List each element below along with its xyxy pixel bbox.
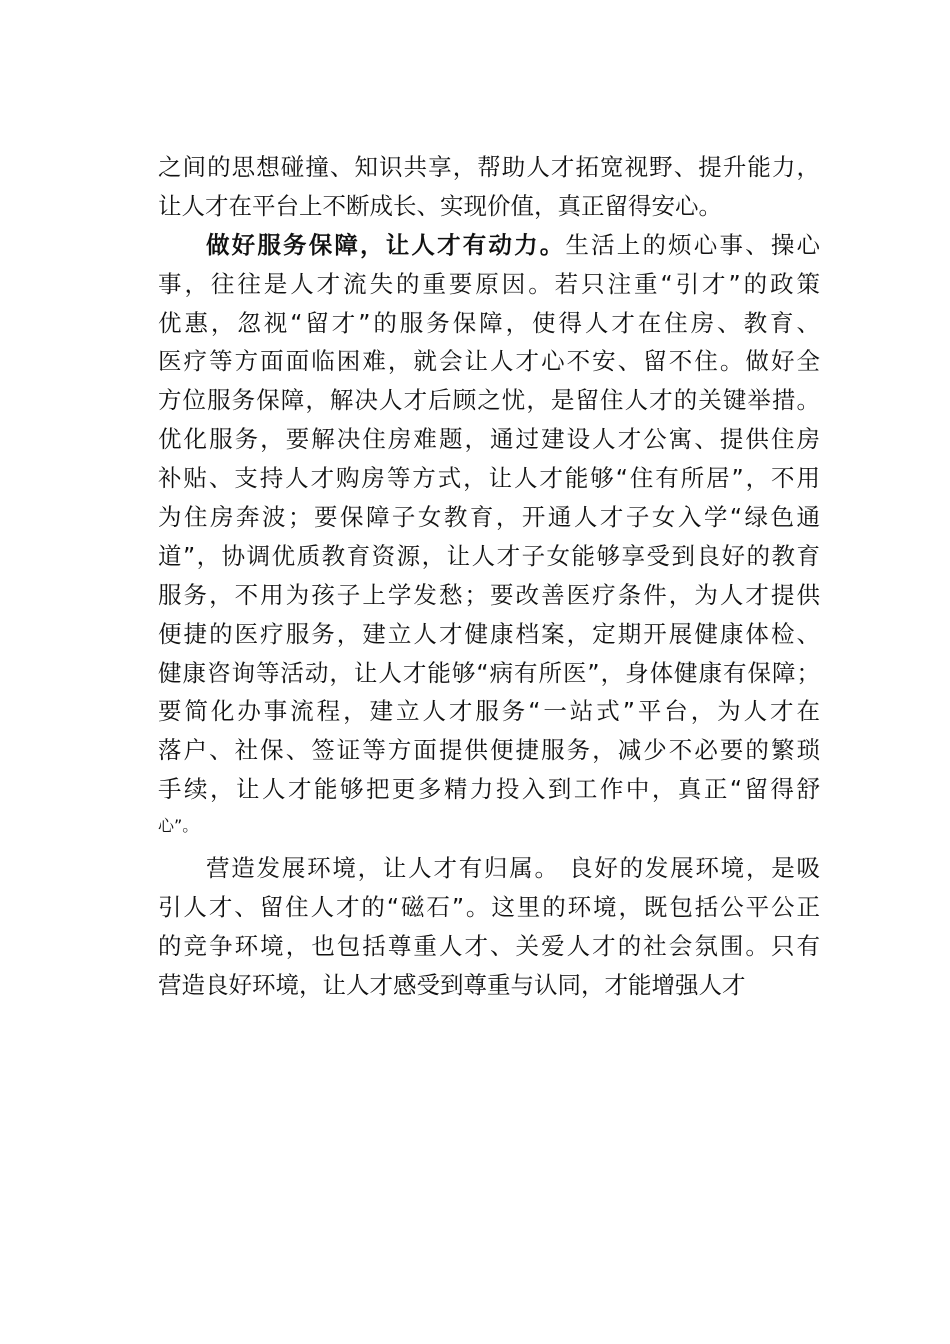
document-page	[158, 148, 820, 1005]
text-line: 优惠，忽视“留才”的服务保障，使得人才在住房、教育、	[158, 308, 820, 337]
text-line: 要简化办事流程，建立人才服务“一站式”平台，为人才在	[158, 697, 820, 726]
text-span: 良好的发展环境，是吸	[559, 854, 820, 883]
text-line: 方位服务保障，解决人才后顾之忧，是留住人才的关键举措。	[158, 386, 820, 415]
text-line: 服务，不用为孩子上学发愁；要改善医疗条件，为人才提供	[158, 580, 820, 609]
text-line: 医疗等方面面临困难，就会让人才心不安、留不住。做好全	[158, 347, 820, 376]
text-line: 优化服务，要解决住房难题，通过建设人才公寓、提供住房	[158, 425, 820, 454]
text-line: 心”。	[158, 816, 199, 836]
text-line: 引人才、留住人才的“磁石”。这里的环境，既包括公平公正	[158, 893, 820, 922]
text-span: 生活上的烦心事、操心	[565, 230, 821, 259]
text-line	[158, 849, 820, 888]
paragraph-3	[158, 849, 820, 1005]
text-line: 事，往往是人才流失的重要原因。若只注重“引才”的政策	[158, 269, 820, 298]
text-line: 落户、社保、签证等方面提供便捷服务，减少不必要的繁琐	[158, 736, 820, 765]
text-line: 健康咨询等活动，让人才能够“病有所医”，身体健康有保障；	[158, 658, 820, 687]
paragraph-2	[158, 226, 820, 849]
text-line: 便捷的医疗服务，建立人才健康档案，定期开展健康体检、	[158, 619, 820, 648]
text-line: 的竞争环境，也包括尊重人才、关爱人才的社会氛围。只有	[158, 931, 820, 960]
text-line: 为住房奔波；要保障子女教育，开通人才子女入学“绿色通	[158, 503, 820, 532]
paragraph-1	[158, 148, 820, 226]
text-line	[158, 226, 820, 265]
paragraph-heading: 做好服务保障，让人才有动力。	[206, 230, 566, 259]
paragraph-heading: 营造发展环境，让人才有归属。	[206, 854, 560, 883]
text-line: 让人才在平台上不断成长、实现价值，真正留得安心。	[158, 191, 722, 220]
text-line: 补贴、支持人才购房等方式，让人才能够“住有所居”，不用	[158, 464, 820, 493]
text-line: 之间的思想碰撞、知识共享，帮助人才拓宽视野、提升能力，	[158, 153, 820, 181]
text-line: 营造良好环境，让人才感受到尊重与认同，才能增强人才	[158, 970, 746, 999]
text-line: 手续，让人才能够把更多精力投入到工作中，真正“留得舒	[158, 775, 820, 804]
text-line: 道”，协调优质教育资源，让人才子女能够享受到良好的教育	[158, 541, 820, 570]
